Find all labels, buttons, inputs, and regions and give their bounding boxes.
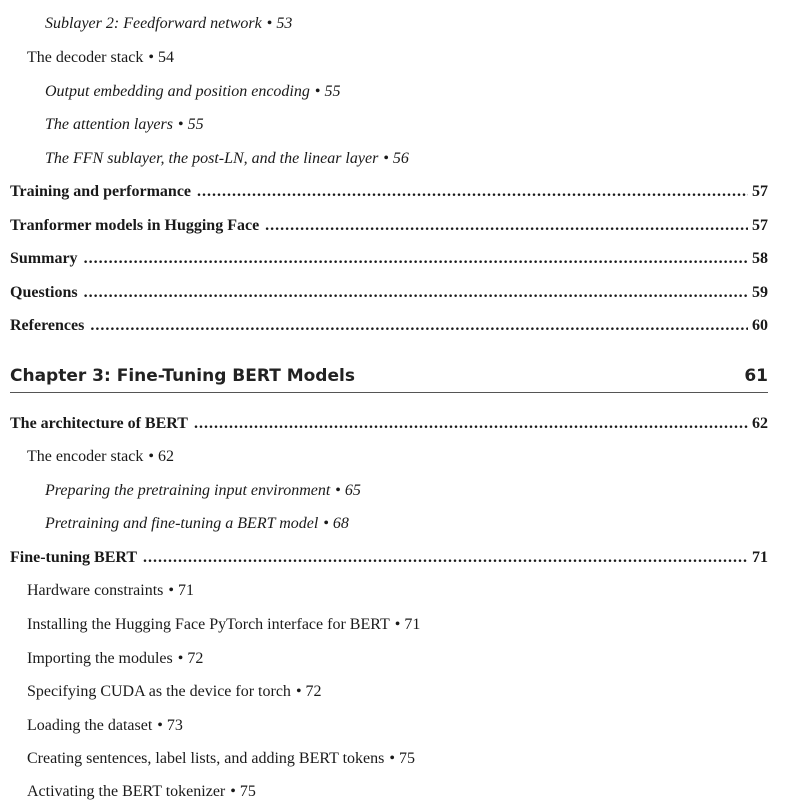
toc-entry	[45, 84, 340, 100]
toc-entry-title: Hardware constraints	[27, 582, 164, 599]
toc-entry-page: 71	[178, 582, 194, 599]
dot-leader	[84, 285, 748, 301]
toc-entry-page: 75	[239, 783, 256, 800]
toc-entry	[27, 617, 420, 633]
toc-entry-page: 55	[324, 83, 341, 100]
toc-entry	[27, 50, 174, 66]
chapter-heading	[10, 366, 768, 393]
bullet-separator: •	[295, 683, 302, 700]
toc-entry	[27, 751, 415, 767]
toc-entry-title: Sublayer 2: Feedforward network	[45, 15, 262, 32]
toc-section-page: 59	[752, 284, 768, 301]
toc-entry-title: Preparing the pretraining input environment	[45, 482, 331, 499]
toc-entry-title: Installing the Hugging Face PyTorch interface for BERT	[27, 616, 390, 633]
bullet-separator: •	[148, 448, 154, 465]
toc-entry-title: Pretraining and fine-tuning a BERT model	[45, 515, 319, 532]
bullet-separator: •	[168, 582, 174, 599]
toc-section-title: Fine-tuning BERT	[10, 549, 138, 566]
toc-entry-page: 72	[305, 683, 322, 700]
toc-section-page: 71	[752, 549, 768, 566]
toc-entry	[45, 16, 292, 32]
toc-entry	[27, 784, 256, 800]
toc-section	[10, 318, 768, 334]
bullet-separator: •	[266, 15, 273, 32]
toc-section-title: Training and performance	[10, 183, 192, 200]
toc-entry-title: Creating sentences, label lists, and adding BERT tokens	[27, 750, 385, 767]
toc-section	[10, 184, 768, 200]
bullet-separator: •	[394, 616, 401, 633]
chapter-page: 61	[744, 366, 768, 386]
toc-section-title: References	[10, 317, 85, 334]
toc-entry	[45, 516, 349, 532]
dot-leader	[143, 550, 748, 566]
toc-entry-title: The FFN sublayer, the post-LN, and the linear layer	[45, 150, 379, 167]
toc-entry-title: Loading the dataset	[27, 717, 153, 734]
toc-section	[10, 550, 768, 566]
dot-leader	[197, 184, 748, 200]
chapter-title: Chapter 3: Fine-Tuning BERT Models	[10, 366, 355, 386]
toc-entry-page: 54	[158, 49, 174, 66]
toc-section-title: Questions	[10, 284, 78, 301]
dot-leader	[194, 416, 748, 432]
toc-entry-page: 72	[187, 650, 204, 667]
toc-section-page: 58	[752, 250, 768, 267]
toc-entry-page: 68	[332, 515, 349, 532]
bullet-separator: •	[177, 650, 184, 667]
toc-section-title: Summary	[10, 250, 78, 267]
toc-entry-page: 73	[166, 717, 183, 734]
toc-section-title: Tranformer models in Hugging Face	[10, 217, 260, 234]
toc-entry	[27, 583, 194, 599]
toc-entry-page: 56	[392, 150, 409, 167]
toc-entry-page: 75	[398, 750, 415, 767]
toc-section-title: The architecture of BERT	[10, 415, 188, 432]
bullet-separator: •	[323, 515, 329, 532]
toc-entry-title: The encoder stack	[27, 448, 144, 465]
toc-entry	[27, 718, 183, 734]
toc-section-page: 62	[752, 415, 768, 432]
bullet-separator: •	[230, 783, 236, 800]
dot-leader	[90, 318, 748, 334]
toc-entry-title: Importing the modules	[27, 650, 173, 667]
toc-section	[10, 218, 768, 234]
dot-leader	[84, 251, 748, 267]
toc-entry-title: The attention layers	[45, 116, 173, 133]
toc-entry-title: Output embedding and position encoding	[45, 83, 310, 100]
bullet-separator: •	[383, 150, 389, 167]
toc-entry	[45, 483, 361, 499]
toc-entry-title: Specifying CUDA as the device for torch	[27, 683, 291, 700]
bullet-separator: •	[335, 482, 341, 499]
bullet-separator: •	[177, 116, 184, 133]
toc-section-page: 60	[752, 317, 768, 334]
toc-entry-page: 53	[276, 15, 293, 32]
bullet-separator: •	[314, 83, 321, 100]
bullet-separator: •	[389, 750, 395, 767]
toc-section	[10, 285, 768, 301]
dot-leader	[265, 218, 748, 234]
toc-entry	[45, 117, 204, 133]
toc-entry-page: 71	[404, 616, 421, 633]
toc-entry	[27, 449, 174, 465]
toc-entry	[27, 651, 203, 667]
toc-entry	[27, 684, 322, 700]
bullet-separator: •	[157, 717, 163, 734]
toc-entry	[45, 151, 409, 167]
toc-entry-page: 55	[187, 116, 204, 133]
toc-entry-page: 62	[158, 448, 174, 465]
toc-entry-page: 65	[344, 482, 361, 499]
toc-section-page: 57	[752, 183, 768, 200]
toc-section-page: 57	[752, 217, 768, 234]
bullet-separator: •	[148, 49, 154, 66]
toc-entry-title: Activating the BERT tokenizer	[27, 783, 226, 800]
toc-entry-title: The decoder stack	[27, 49, 144, 66]
toc-section	[10, 251, 768, 267]
toc-section	[10, 416, 768, 432]
